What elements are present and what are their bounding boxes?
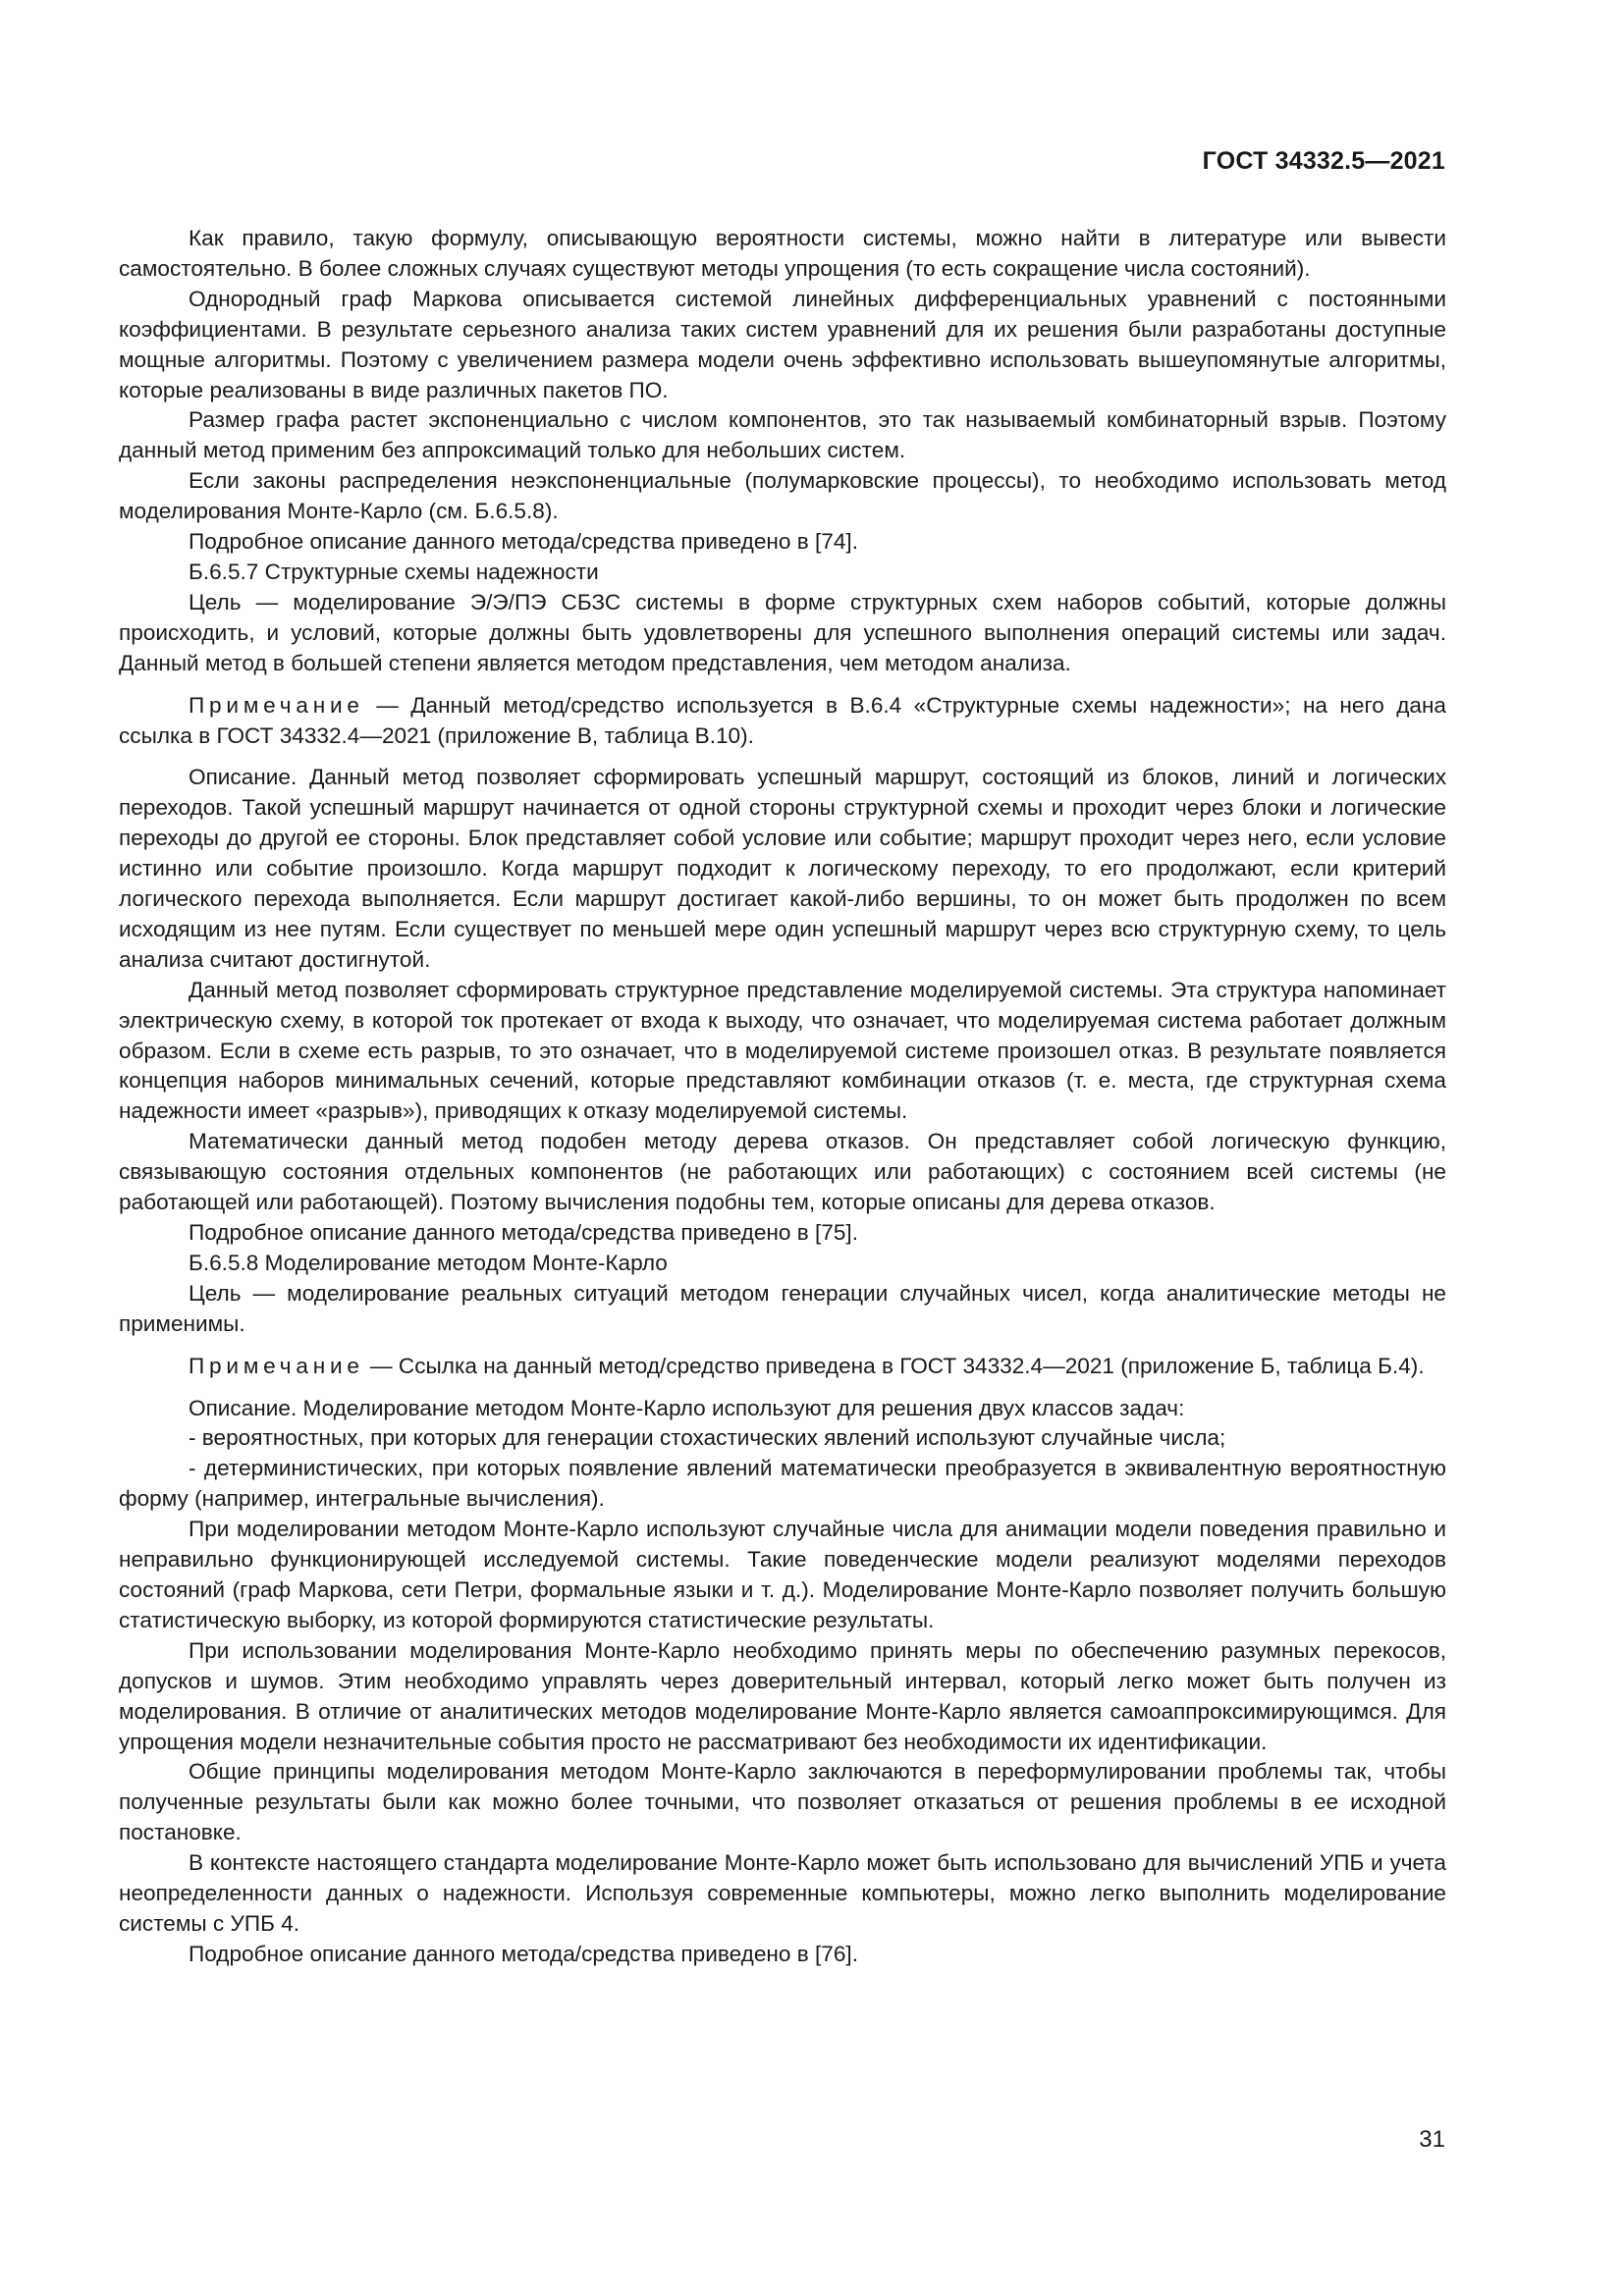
note-text: — Ссылка на данный метод/средство приведена в ГОСТ 34332.4—2021 (приложение Б, таблица Б.4). [363, 1353, 1425, 1378]
paragraph: Данный метод позволяет сформировать структурное представление моделируемой системы. Эта структура напоминает электрическую схему, в которой ток протекает от входа к выходу, что означает, что моделируемая система работает должным образом. Если в схеме есть разрыв, то это означает, что в моделируемой системе произошел отказ. В результате появляется концепция наборов минимальных сечений, которые представляют комбинации отказов (т. е. места, где структурная схема надежности имеет «разрыв»), приводящих к отказу моделируемой системы. [119, 977, 1446, 1124]
note-label: Примечание [189, 1353, 364, 1378]
paragraph: Цель — моделирование Э/Э/ПЭ СБЗС системы в форме структурных схем наборов событий, которые должны происходить, и условий, которые должны быть удовлетворены для успешного выполнения операций системы или задач. Данный метод в большей степени является методом представления, чем методом анализа. [119, 589, 1446, 675]
section-heading-b6-5-8: Б.6.5.8 Моделирование методом Монте-Карло [189, 1250, 668, 1275]
paragraph: В контексте настоящего стандарта моделирование Монте-Карло может быть использовано для вычислений УПБ и учета неопределенности данных о надежности. Используя современные компьютеры, можно легко выполнить моделирование системы с УПБ 4. [119, 1850, 1446, 1936]
list-item: - вероятностных, при которых для генерации стохастических явлений используют случайные числа; [189, 1425, 1226, 1451]
paragraph: Описание. Моделирование методом Монте-Карло используют для решения двух классов задач: [189, 1395, 1185, 1420]
paragraph: Цель — моделирование реальных ситуаций методом генерации случайных чисел, когда аналитические методы не применимы. [119, 1280, 1446, 1336]
paragraph: Математически данный метод подобен методу дерева отказов. Он представляет собой логическую функцию, связывающую состояния отдельных компонентов (не работающих или работающих) с состоянием всей системы (не работающей или работающей). Поэтому вычисления подобны тем, которые описаны для дерева отказов. [119, 1129, 1446, 1215]
paragraph: Как правило, такую формулу, описывающую вероятности системы, можно найти в литературе или вывести самостоятельно. В более сложных случаях существуют методы упрощения (то есть сокращение числа состояний). [119, 226, 1446, 281]
paragraph: Подробное описание данного метода/средства приведено в [75]. [189, 1220, 858, 1245]
note-paragraph [119, 1352, 1446, 1382]
paragraph: При использовании моделирования Монте-Карло необходимо принять меры по обеспечению разумных перекосов, допусков и шумов. Этим необходимо управлять через доверительный интервал, который легко может быть получен из моделирования. В отличие от аналитических методов моделирование Монте-Карло является самоаппроксимирующимся. Для упрощения модели незначительные события просто не рассматривают без необходимости их идентификации. [119, 1637, 1446, 1754]
paragraph: Подробное описание данного метода/средства приведено в [74]. [189, 529, 858, 555]
note-paragraph [119, 691, 1446, 752]
paragraph: Описание. Данный метод позволяет сформировать успешный маршрут, состоящий из блоков, линий и логических переходов. Такой успешный маршрут начинается от одной стороны структурной схемы и проходит через блоки и логические переходы до другой ее стороны. Блок представляет собой условие или событие; маршрут проходит через него, если условие истинно или событие произошло. Когда маршрут подходит к логическому переходу, то его продолжают, если критерий логического перехода выполняется. Если маршрут достигает какой-либо вершины, то он может быть продолжен по всем исходящим из нее путям. Если существует по меньшей мере один успешный маршрут через всю структурную схему, то цель анализа считают достигнутой. [119, 765, 1446, 972]
section-heading-b6-5-7: Б.6.5.7 Структурные схемы надежности [189, 559, 599, 584]
paragraph: Подробное описание данного метода/средства приведено в [76]. [189, 1941, 858, 1966]
paragraph: Общие принципы моделирования методом Монте-Карло заключаются в переформулировании проблемы так, чтобы полученные результаты были как можно более точными, что позволяет отказаться от решения проблемы в ее исходной постановке. [119, 1759, 1446, 1845]
list-item: - детерминистических, при которых появление явлений математически преобразуется в эквивалентную вероятностную форму (например, интегральные вычисления). [119, 1456, 1446, 1512]
paragraph: Если законы распределения неэкспоненциальные (полумарковские процессы), то необходимо использовать метод моделирования Монте-Карло (см. Б.6.5.8). [119, 468, 1446, 524]
note-label: Примечание [189, 692, 364, 718]
document-header-code: ГОСТ 34332.5—2021 [1202, 147, 1445, 175]
paragraph: При моделировании методом Монте-Карло используют случайные числа для анимации модели поведения правильно и неправильно функционирующей исследуемой системы. Такие поведенческие модели реализуют моделями переходов состояний (граф Маркова, сети Петри, формальные языки и т. д.). Моделирование Монте-Карло позволяет получить большую статистическую выборку, из которой формируются статистические результаты. [119, 1517, 1446, 1632]
page-number: 31 [1419, 2126, 1445, 2153]
note-text: — Данный метод/средство используется в В.6.4 «Структурные схемы надежности»; на него дана ссылка в ГОСТ 34332.4—2021 (приложение В, таблица В.10). [119, 692, 1446, 748]
document-body [119, 224, 1446, 1970]
paragraph: Размер графа растет экспоненциально с числом компонентов, это так называемый комбинаторный взрыв. Поэтому данный метод применим без аппроксимаций только для небольших систем. [119, 407, 1446, 463]
paragraph: Однородный граф Маркова описывается системой линейных дифференциальных уравнений с постоянными коэффициентами. В результате серьезного анализа таких систем уравнений для их решения были разработаны доступные мощные алгоритмы. Поэтому с увеличением размера модели очень эффективно использовать вышеупомянутые алгоритмы, которые реализованы в виде различных пакетов ПО. [119, 286, 1446, 402]
